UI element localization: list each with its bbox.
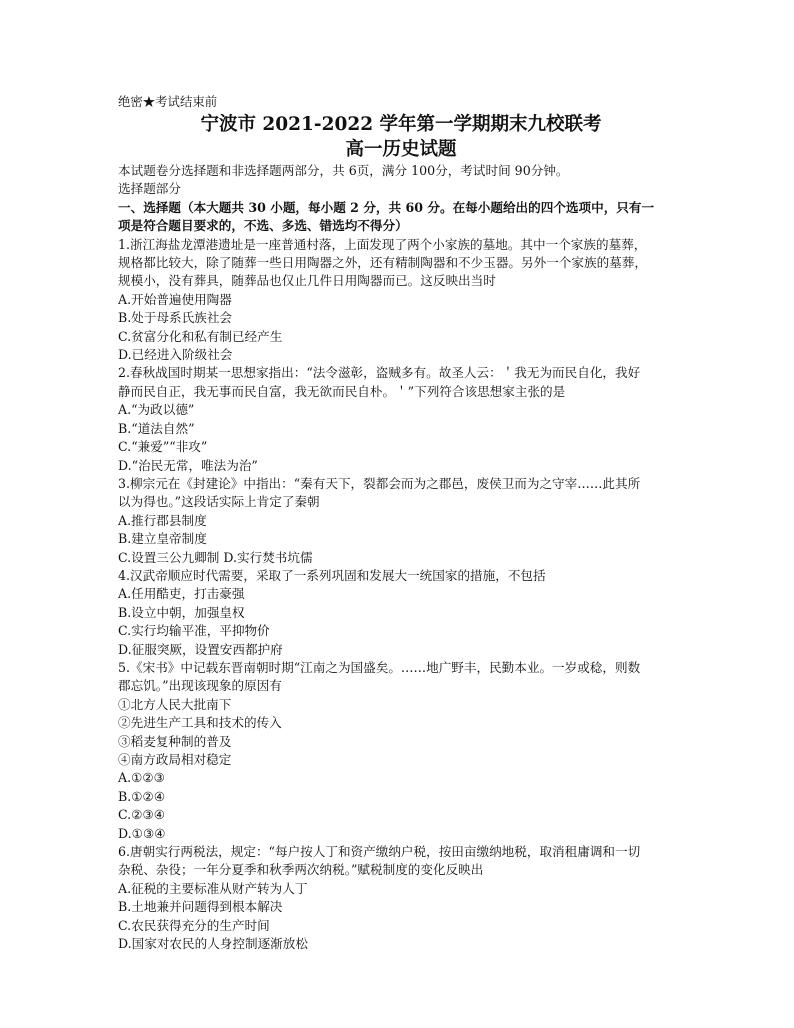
- confidential-label: 绝密★考试结束前: [118, 94, 218, 109]
- question-5: [118, 659, 684, 843]
- exam-title: 宁波市 2021-2022 学年第一学期期末九校联考: [200, 114, 602, 135]
- option-d: D.①③④: [118, 825, 166, 841]
- option-a: A.征税的主要标准从财产转为人丁: [118, 880, 308, 896]
- option-c: C.贫富分化和私有制已经产生: [118, 328, 283, 344]
- question-stem: 规模小，没有葬具，随葬品也仅止几件日用陶器而已。这反映出当时: [118, 273, 496, 289]
- question-2: [118, 364, 684, 474]
- option-a: A.①②③: [118, 770, 165, 786]
- page-content: [118, 94, 684, 953]
- option-a: A.推行郡县制度: [118, 512, 207, 528]
- option-d: D.已经进入阶级社会: [118, 347, 233, 363]
- option-c: C.②③④: [118, 807, 166, 823]
- question-stem: 6.唐朝实行两税法，规定：“每户按人丁和资产缴纳户税，按田亩缴纳地税，取消租庸调和一切: [118, 844, 641, 860]
- option-c-d: C.设置三公九卿制 D.实行焚书坑儒: [118, 549, 313, 565]
- question-stem: 规格都比较大，除了随葬一些日用陶器之外，还有精制陶器和不少玉器。另外一个家族的墓葬，: [118, 255, 647, 271]
- question-stem: 郡忘饥。”出现该现象的原因有: [118, 678, 282, 694]
- question-stem: 静而民自正，我无事而民自富，我无欲而民自朴。＇”下列符合该思想家主张的是: [118, 383, 566, 399]
- option-b: B.土地兼并问题得到根本解决: [118, 899, 283, 915]
- exam-intro: 本试题卷分选择题和非选择题两部分，共 6页，满分 100分，考试时间 90分钟。: [118, 163, 569, 178]
- option-a: A.“为政以德”: [118, 402, 195, 418]
- statement-1: ①北方人民大批南下: [118, 696, 232, 712]
- option-b: B.“道法自然”: [118, 420, 195, 436]
- option-d: D.“治民无常，唯法为治”: [118, 457, 258, 473]
- question-6: [118, 843, 684, 953]
- option-d: D.征服突厥，设置安西都护府: [118, 641, 283, 657]
- option-b: B.建立皇帝制度: [118, 531, 207, 547]
- option-b: B.①②④: [118, 788, 166, 804]
- option-a: A.任用酷吏，打击豪强: [118, 586, 245, 602]
- question-4: [118, 567, 684, 659]
- question-stem: 4.汉武帝顺应时代需要，采取了一系列巩固和发展大一统国家的措施，不包括: [118, 567, 546, 583]
- question-stem: 杂税、杂役；一年分夏季和秋季两次纳税。”赋税制度的变化反映出: [118, 862, 484, 878]
- option-d: D.国家对农民的人身控制逐渐放松: [118, 936, 308, 952]
- statement-4: ④南方政局相对稳定: [118, 752, 232, 767]
- question-stem: 5.《宋书》中记载东晋南朝时期“江南之为国盛矣。……地广野丰，民勤本业。一岁或稔，则数: [118, 659, 641, 675]
- question-3: [118, 475, 684, 567]
- option-c: C.“兼爱”“非攻”: [118, 439, 208, 455]
- option-a: A.开始普遍使用陶器: [118, 291, 232, 307]
- option-c: C.农民获得充分的生产时间: [118, 917, 270, 933]
- question-stem: 2.春秋战国时期某一思想家指出：“法令滋彰，盗贼多有。故圣人云：＇我无为而民自化，我好: [118, 365, 641, 381]
- exam-subtitle: 高一历史试题: [345, 139, 457, 160]
- question-stem: 1.浙江海盐龙潭港遗址是一座普通村落，上面发现了两个小家族的墓地。其中一个家族的墓葬，: [118, 236, 647, 252]
- option-c: C.实行均输平准，平抑物价: [118, 623, 270, 639]
- part-heading: 选择题部分: [118, 181, 181, 197]
- question-stem: 3.柳宗元在《封建论》中指出：“秦有天下，裂都会而为之郡邑，废侯卫而为之守宰……此其所: [118, 475, 641, 491]
- option-b: B.处于母系氏族社会: [118, 310, 233, 326]
- question-stem: 以为得也。”这段话实际上肯定了秦朝: [118, 494, 320, 510]
- question-1: [118, 236, 684, 365]
- section-instruction: 一、选择题（本大题共 30 小题，每小题 2 分，共 60 分。在每小题给出的四个选项中，只有一: [118, 199, 655, 215]
- statement-3: ③稻麦复种制的普及: [118, 733, 232, 749]
- option-b: B.设立中朝，加强皇权: [118, 604, 245, 620]
- section-instruction-cont: 项是符合题目要求的，不选、多选、错选均不得分）: [118, 218, 408, 234]
- statement-2: ②先进生产工具和技术的传入: [118, 715, 282, 731]
